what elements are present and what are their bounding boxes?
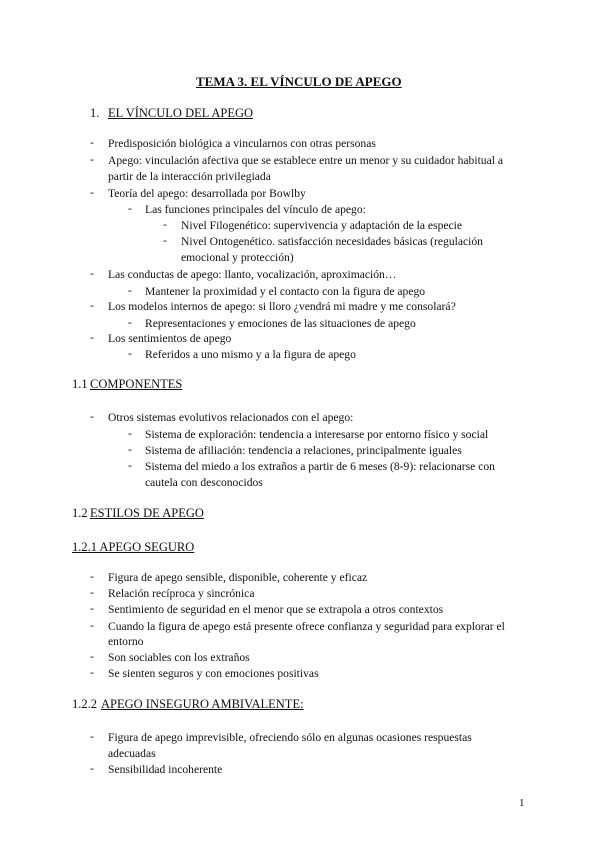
- list-item-continuation: cautela con desconocidos: [145, 476, 263, 489]
- bullet: -: [128, 443, 132, 456]
- document-title: TEMA 3. EL VÍNCULO DE APEGO: [196, 74, 402, 89]
- section-1-2-number: 1.2: [72, 506, 88, 520]
- list-item: Los sentimientos de apego: [108, 332, 232, 345]
- list-item: Los modelos internos de apego: si lloro ¿vendrá mi madre y me consolará?: [108, 300, 456, 313]
- section-1-2-1-heading: 1.2.1 APEGO SEGURO: [72, 540, 195, 554]
- list-item: Figura de apego sensible, disponible, coherente y eficaz: [108, 571, 368, 584]
- bullet: -: [128, 284, 132, 297]
- bullet: -: [90, 730, 94, 743]
- list-item: Nivel Ontogenético. satisfacción necesidades básicas (regulación: [181, 235, 483, 248]
- bullet: -: [90, 299, 94, 312]
- section-1-1-number: 1.1: [72, 377, 88, 391]
- bullet: -: [128, 459, 132, 472]
- bullet: -: [90, 267, 94, 280]
- section-1-2-2-heading: APEGO INSEGURO AMBIVALENTE:: [101, 697, 304, 711]
- bullet: -: [128, 427, 132, 440]
- list-item: Predisposición biológica a vincularnos con otras personas: [108, 137, 376, 150]
- bullet: -: [90, 331, 94, 344]
- bullet: -: [90, 666, 94, 679]
- list-item: Mantener la proximidad y el contacto con la figura de apego: [145, 285, 426, 298]
- bullet: -: [90, 762, 94, 775]
- list-item: Representaciones y emociones de las situaciones de apego: [145, 317, 416, 330]
- section-1-2-heading: ESTILOS DE APEGO: [90, 506, 204, 520]
- list-item: Sistema del miedo a los extraños a partir de 6 meses (8-9): relacionarse con: [145, 460, 495, 473]
- list-item-continuation: emocional y protección): [181, 251, 294, 264]
- bullet: -: [90, 410, 94, 423]
- list-item: Referidos a uno mismo y a la figura de apego: [145, 348, 356, 361]
- bullet: -: [90, 153, 94, 166]
- list-item-continuation: adecuadas: [108, 747, 156, 760]
- bullet: -: [128, 316, 132, 329]
- section-1-number: 1.: [90, 106, 100, 120]
- bullet: -: [163, 234, 167, 247]
- bullet: -: [128, 202, 132, 215]
- list-item: Apego: vinculación afectiva que se establece entre un menor y su cuidador habitual a: [108, 154, 503, 167]
- bullet: -: [90, 619, 94, 632]
- list-item: Sistema de afiliación: tendencia a relaciones, principalmente iguales: [145, 444, 462, 457]
- bullet: -: [90, 650, 94, 663]
- bullet: -: [90, 186, 94, 199]
- list-item: Se sienten seguros y con emociones positivas: [108, 667, 319, 680]
- list-item: Las funciones principales del vínculo de apego:: [145, 203, 366, 216]
- bullet: -: [90, 570, 94, 583]
- section-1-heading: EL VÍNCULO DEL APEGO: [108, 106, 254, 120]
- list-item: Sensibilidad incoherente: [108, 763, 223, 776]
- list-item: Cuando la figura de apego está presente ofrece confianza y seguridad para explorar el: [108, 620, 505, 633]
- list-item: Sistema de exploración: tendencia a interesarse por entorno físico y social: [145, 428, 489, 441]
- list-item: Otros sistemas evolutivos relacionados con el apego:: [108, 411, 354, 424]
- bullet: -: [128, 347, 132, 360]
- list-item: Las conductas de apego: llanto, vocalización, aproximación…: [108, 268, 397, 281]
- section-1-2-2-number: 1.2.2: [72, 697, 97, 711]
- bullet: -: [90, 602, 94, 615]
- list-item: Nivel Filogenético: supervivencia y adaptación de la especie: [181, 219, 463, 232]
- list-item: Relación recíproca y sincrónica: [108, 587, 255, 600]
- list-item-continuation: entorno: [108, 635, 144, 648]
- bullet: -: [90, 586, 94, 599]
- list-item: Teoría del apego: desarrollada por Bowlby: [108, 187, 306, 200]
- list-item-continuation: partir de la interacción privilegiada: [108, 170, 271, 183]
- bullet: -: [163, 218, 167, 231]
- list-item: Figura de apego imprevisible, ofreciendo sólo en algunas ocasiones respuestas: [108, 731, 472, 744]
- list-item: Sentimiento de seguridad en el menor que se extrapola a otros contextos: [108, 603, 444, 616]
- section-1-1-heading: COMPONENTES: [90, 377, 183, 391]
- bullet: -: [90, 136, 94, 149]
- page-number: 1: [519, 797, 525, 809]
- list-item: Son sociables con los extraños: [108, 651, 250, 664]
